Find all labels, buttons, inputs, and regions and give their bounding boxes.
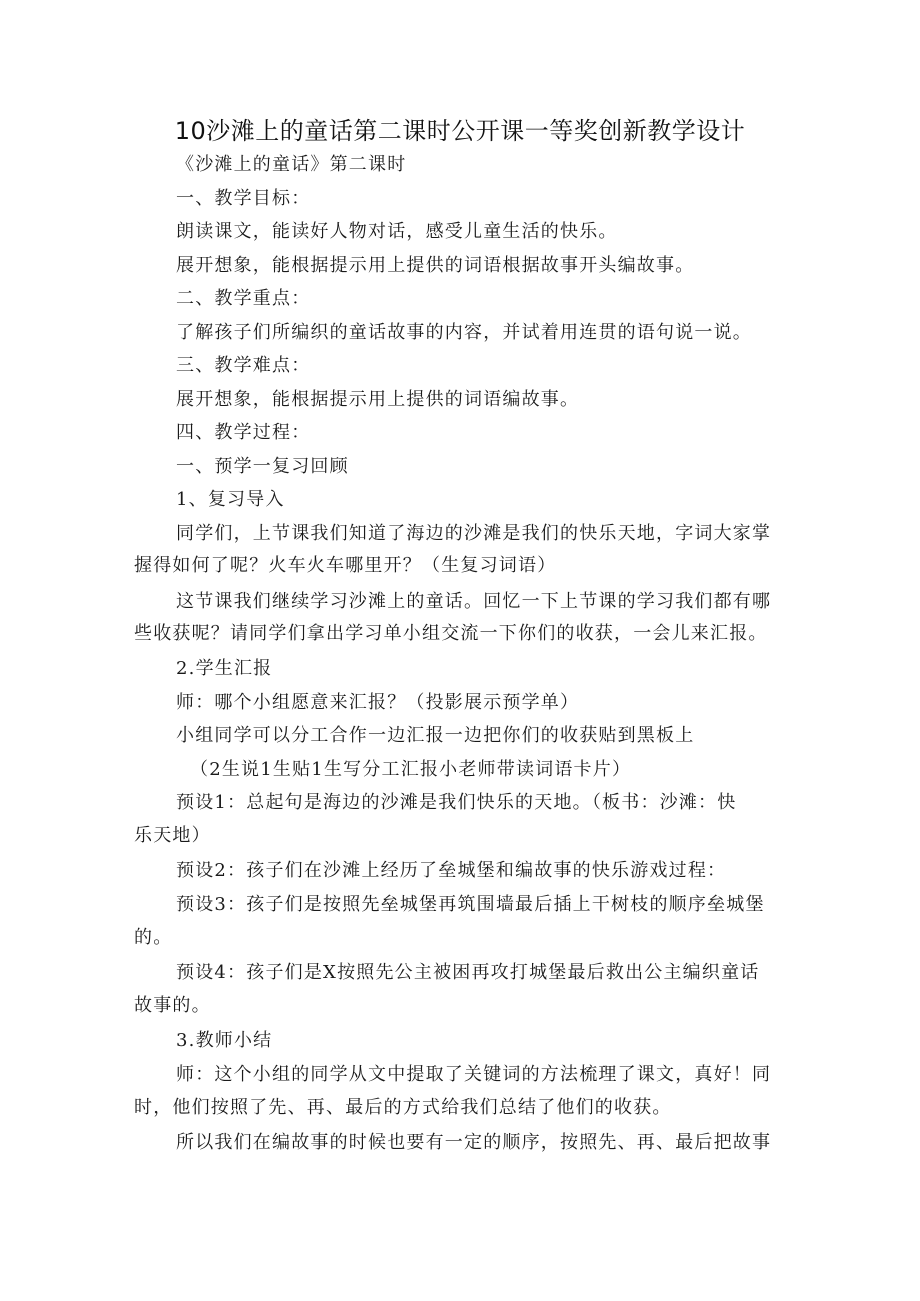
paragraph-line: 预设3：孩子们是按照先垒城堡再筑围墙最后插上干树枝的顺序垒城堡 [176,894,765,915]
paragraph-line: 握得如何了呢？火车火车哪里开？（生复习词语） [134,555,557,576]
section-heading-process: 四、教学过程： [176,422,311,443]
paragraph-line: 朗读课文，能读好人物对话，感受儿童生活的快乐。 [176,221,618,242]
paragraph-line: 些收获呢？请同学们拿出学习单小组交流一下你们的收获，一会儿来汇报。 [134,623,768,644]
paragraph-line: 师：哪个小组愿意来汇报？（投影展示预学单） [176,692,580,713]
subsection-heading: 3.教师小结 [176,1030,273,1051]
paragraph-line: 师：这个小组的同学从文中提取了关键词的方法梳理了课文，真好！同 [176,1064,772,1085]
paragraph-line: 预设1：总起句是海边的沙滩是我们快乐的天地。（板书：沙滩：快 [176,792,737,813]
paragraph-line: 预设4：孩子们是X按照先公主被困再攻打城堡最后救出公主编织童话 [176,962,760,983]
paragraph-line: 同学们，上节课我们知道了海边的沙滩是我们的快乐天地，字词大家掌 [176,523,772,544]
paragraph-line: 展开想象，能根据提示用上提供的词语编故事。 [176,389,580,410]
paragraph-line: 乐天地） [134,825,211,846]
document-title: 10沙滩上的童话第二课时公开课一等奖创新教学设计 [174,117,746,145]
paragraph-line: 展开想象，能根据提示用上提供的词语根据故事开头编故事。 [176,255,695,276]
paragraph-line: 这节课我们继续学习沙滩上的童话。回忆一下上节课的学习我们都有哪 [176,591,772,612]
section-heading-key-points: 二、教学重点： [176,288,311,309]
paragraph-line: （2生说1生贴1生写分工汇报小老师带读词语卡片） [190,759,632,780]
paragraph-line: 了解孩子们所编织的童话故事的内容，并试着用连贯的语句说一说。 [176,322,752,343]
section-heading-difficulties: 三、教学难点： [176,355,311,376]
lesson-subtitle: 《沙滩上的童话》第二课时 [176,154,407,175]
paragraph-line: 时，他们按照了先、再、最后的方式给我们总结了他们的收获。 [134,1097,672,1118]
paragraph-line: 的。 [134,927,173,948]
paragraph-line: 小组同学可以分工合作一边汇报一边把你们的收获贴到黑板上 [176,725,695,746]
subsection-heading: 一、预学一复习回顾 [176,456,349,477]
subsection-heading: 2.学生汇报 [176,658,273,679]
paragraph-line: 所以我们在编故事的时候也要有一定的顺序，按照先、再、最后把故事 [176,1132,772,1153]
paragraph-line: 预设2：孩子们在沙滩上经历了垒城堡和编故事的快乐游戏过程： [176,860,727,881]
subsection-heading: 1、复习导入 [176,489,285,510]
paragraph-line: 故事的。 [134,995,211,1016]
section-heading-objectives: 一、教学目标： [176,188,311,209]
